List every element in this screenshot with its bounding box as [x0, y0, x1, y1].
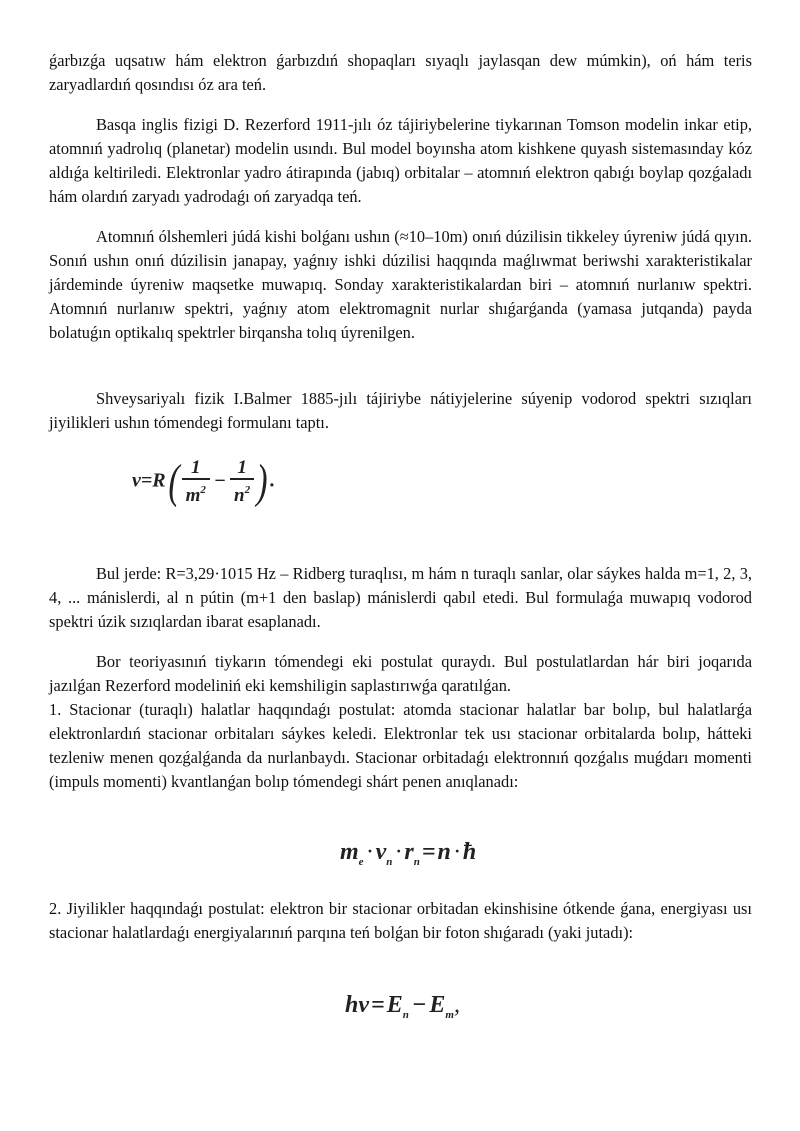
formula-equals: = [140, 469, 153, 492]
fraction-1 [182, 458, 210, 506]
formula-equals: = [421, 839, 436, 865]
balmer-formula [132, 455, 276, 508]
formula-velocity-sub: n [386, 856, 393, 868]
formula-dot-2: · [395, 839, 402, 865]
formula-energy-n-sub: n [402, 1009, 409, 1021]
fraction-1-numerator: 1 [182, 458, 210, 480]
formula-minus: − [411, 992, 427, 1018]
paragraph-3: Atomnıń ólshemleri júdá kishi bolǵanı ushın (≈10–10m) onıń dúzilisin tikkeley úyreniw júdá qıyın. Sonıń ushın onıń dúzilisin janapay, yaǵnıy ishki dúzilisi haqqında maǵlıwmat beriwshi xarakteristikalar járdeminde úyreniw maqsetke muwapıq. Sonday xarakteristikalardan biri – atomnıń nurlanıw spektri. Atomnıń nurlanıw spektri, yaǵnıy atom elektromagnit nurlar shıǵarǵanda (yamasa jutqanda) payda bolatuǵın optikalıq spektrler birqansha tolıq úyrenilgen. [49, 227, 752, 342]
bohr-quantization-formula [340, 840, 476, 874]
formula-hbar: ħ [462, 839, 477, 865]
formula-n: n [437, 839, 451, 865]
photon-energy-formula [345, 993, 460, 1027]
formula-dot-3: · [453, 839, 460, 865]
formula-nu: ν [132, 469, 141, 492]
fraction-1-exponent: 2 [200, 484, 206, 496]
paragraph-6: Bor teoriyasınıń tiykarın tómendegi eki postulat quraydı. Bul postulatlardan hár biri joqarıda jazılǵan Rezerford modeliniń eki kemshiligin saplastırıwǵa qaratılǵan. [49, 652, 752, 695]
fraction-1-denominator [182, 480, 210, 506]
paragraph-5: Bul jerde: R=3,29·1015 Hz – Ridberg turaqlısı, m hám n turaqlı sanlar, olar sáykes halda m=1, 2, 3, 4, ... mánislerdi, al n pútin (m+1 den baslap) mánislerdi qabıl etedi. Bul formulaǵa muwapıq vodorod spektri úzik sızıqlardan ibarat esaplanadı. [49, 564, 752, 631]
paragraph-2: Basqa inglis fizigi D. Rezerford 1911-jılı óz tájiriybelerine tiykarınan Tomson modelin inkar etip, atomnıń yadrolıq (planetar) modelin usındı. Bul model boyınsha atom kishkene quyash sistemasınday kóz aldıǵa keltiriledi. Elektronlar yadro átirapında (jabıq) orbitalar – atomnıń elektron qabıǵı boylap qozǵaladı hám olardıń zaryadı yadrodaǵı oń zaryadqa teń. [49, 115, 752, 206]
paragraph-7: 2. Jiyilikler haqqındaǵı postulat: elektron bir stacionar orbitadan ekinshisine ótkende ǵana, energiyası usı stacionar halatlardaǵı energiyalarınıń parqına teń bolǵan bir foton shıǵaradı (yaki jutadı): [49, 899, 752, 942]
right-paren: ) [256, 455, 268, 508]
left-paren: ( [168, 455, 180, 508]
fraction-2-denominator [230, 480, 254, 506]
fraction-2 [230, 458, 254, 506]
formula-mass-sub: e [358, 856, 364, 868]
formula-minus: − [213, 469, 227, 492]
formula-hv: hν [345, 992, 369, 1018]
formula-dot-1: · [366, 839, 373, 865]
fraction-2-n: n [234, 485, 245, 506]
formula-energy-m-sub: m [445, 1009, 454, 1021]
formula-rydberg: R [152, 469, 166, 492]
paragraph-4: Shveysariyalı fizik I.Balmer 1885-jılı tájiriybe nátiyjelerine súyenip vodorod spektri sızıqları jiyilikleri ushın tómendegi formulanı taptı. [49, 389, 752, 432]
paragraph-6b: 1. Stacionar (turaqlı) halatlar haqqındaǵı postulat: atomda stacionar halatlar bar bolıp, bul halatlarǵa elektronlardıń stacionar orbitaları sáykes keledi. Elektronlar tek usı stacionar orbitalarda bolıp, hátteki tezleniw menen qozǵalǵanda da nurlanbaydı. Stacionar orbitadaǵı elektronnıń qozǵalıs muǵdarı momenti (impuls momenti) kvantlanǵan bolıp tómendegi shárt penen anıqlanadı: [49, 700, 752, 791]
formula-radius-sub: n [413, 856, 420, 868]
fraction-2-exponent: 2 [244, 484, 251, 496]
paragraph-1: ǵarbızǵa uqsatıw hám elektron ǵarbızdıń shopaqları sıyaqlı jaylasqan dew múmkin), oń hám teris zaryadlardıń qosındısı óz ara teń. [49, 51, 752, 94]
formula-radius: r [404, 839, 414, 865]
formula-energy-m: E [429, 992, 446, 1018]
formula-energy-n: E [386, 992, 403, 1018]
formula-comma: , [453, 992, 460, 1018]
fraction-1-m: m [185, 485, 201, 506]
fraction-2-numerator: 1 [230, 458, 254, 480]
formula-mass: m [340, 839, 359, 865]
formula-equals: = [371, 992, 385, 1018]
formula-velocity: v [375, 839, 387, 865]
formula-period: . [270, 469, 276, 492]
